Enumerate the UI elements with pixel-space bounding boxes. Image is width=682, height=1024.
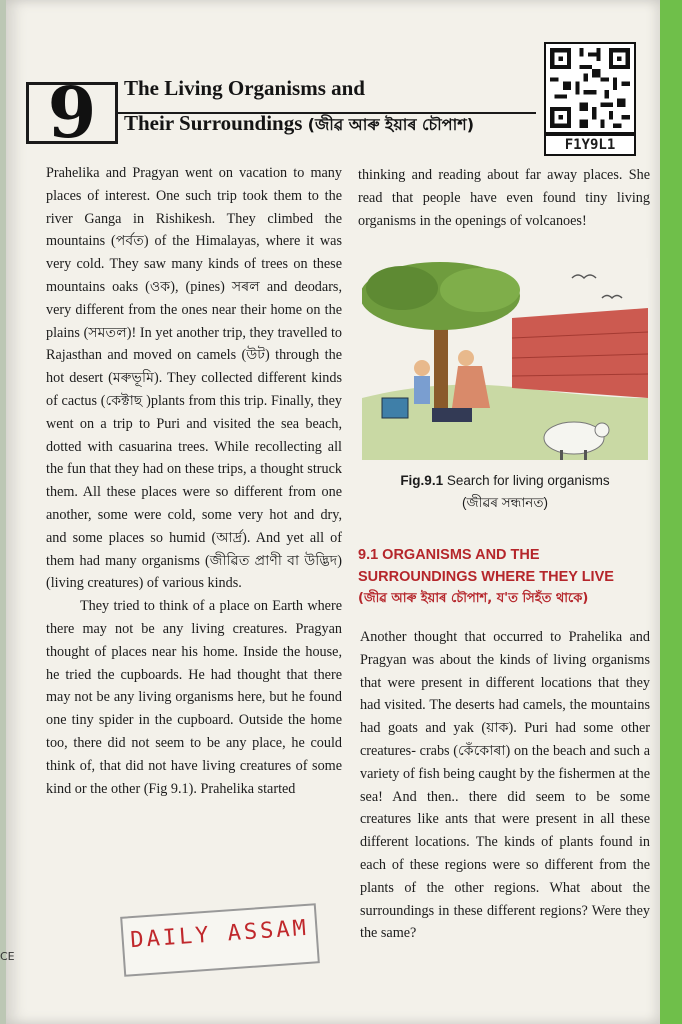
section-title-bengali: (জীৱ আৰু ইয়াৰ চৌপাশ, য'ত সিহঁত থাকে) [358, 591, 589, 606]
figure-caption-bengali: (জীৱৰ সন্ধানত) [462, 495, 548, 510]
section-title: 9.1 ORGANISMS AND THE SURROUNDINGS WHERE THEY LIVE [358, 547, 614, 585]
section-heading [358, 544, 652, 610]
page-edge-green [660, 0, 682, 1024]
paragraph-second: They tried to think of a place on Earth where there may not be any living creatures. Pragyan thought of places near his home. Inside the house, he tried the cupboards. He had thought that there may not be any living organisms here, but he found one tiny spider in the cupboard. Outside the home too, there did not seem to be any place, he could think of, that did not have living creatures of some kind or the other (Fig 9.1). Prahelika started [46, 598, 342, 797]
right-column-bottom [360, 626, 650, 945]
edge-text: CE [0, 950, 15, 963]
chapter-title-line2 [124, 111, 474, 139]
textbook-page [6, 0, 660, 1024]
chapter-title-line1: The Living Organisms and [124, 76, 365, 100]
stamp-text: DAILY ASSAM [129, 915, 310, 954]
left-column [46, 162, 342, 800]
right-column-top [358, 164, 650, 232]
chapter-number: 9 [47, 71, 97, 154]
qr-code-label: F1Y9L1 [544, 134, 636, 156]
chapter-number-box [26, 71, 118, 154]
chapter-title-english: Their Surroundings [124, 111, 303, 135]
figure-caption [362, 470, 648, 514]
qr-code-icon [544, 42, 636, 134]
paragraph-section: Another thought that occurred to Prahelika and Pragyan was about the kinds of living organisms that were present in different locations that they had visited. The deserts had camels, the mountains had goats and yak (য়াক). Puri had some other creatures- crabs (কেঁকোৰা) on the beach and such a variety of fish being caught by the fishermen at the sea! And then.. there did seem to be some creatures like ants that were present in all these different locations. The kinds of plants found in each of these regions were so different from the plants of the other regions. What about the surroundings in these different regions? Were they the same? [360, 629, 650, 942]
paragraph-intro: Prahelika and Pragyan went on vacation to many places of interest. One such trip took them to the river Ganga in Rishikesh. They climbed the mountains (পৰ্বত) of the Himalayas, where it was very cold. They saw many kinds of trees on these mountains oaks (ওক), (pines) সৰল and deodars, very different from the ones near their home on the plains (সমতল)! In yet another trip, they travelled to Rajasthan and moved on camels (উট) through the hot desert (মৰুভূমি). They collected different kinds of cactus (কেক্টাছ )plants from this trip. Finally, they went on a trip to Puri and visited the sea beach, dotted with casuarina trees. While recollecting all the fun that they had on these trips, a thought struck them. All these places were so different from one another, some were cold, some very hot and dry, and some places so humid (আৰ্দ্ৰ). And yet all of them had many organisms (জীৱিত প্ৰাণী বা উদ্ভিদ) (living creatures) of various kinds. [46, 165, 342, 592]
figure-illustration [362, 258, 648, 460]
chapter-title-bengali: (জীৱ আৰু ইয়াৰ চৌপাশ) [307, 115, 475, 134]
paragraph-continued: thinking and reading about far away places. She read that people have even found tiny living organisms in the openings of volcanoes! [358, 167, 650, 229]
figure-label: Fig.9.1 [400, 473, 444, 488]
figure-caption-text: Search for living organisms [446, 473, 610, 488]
watermark-stamp [120, 903, 320, 977]
